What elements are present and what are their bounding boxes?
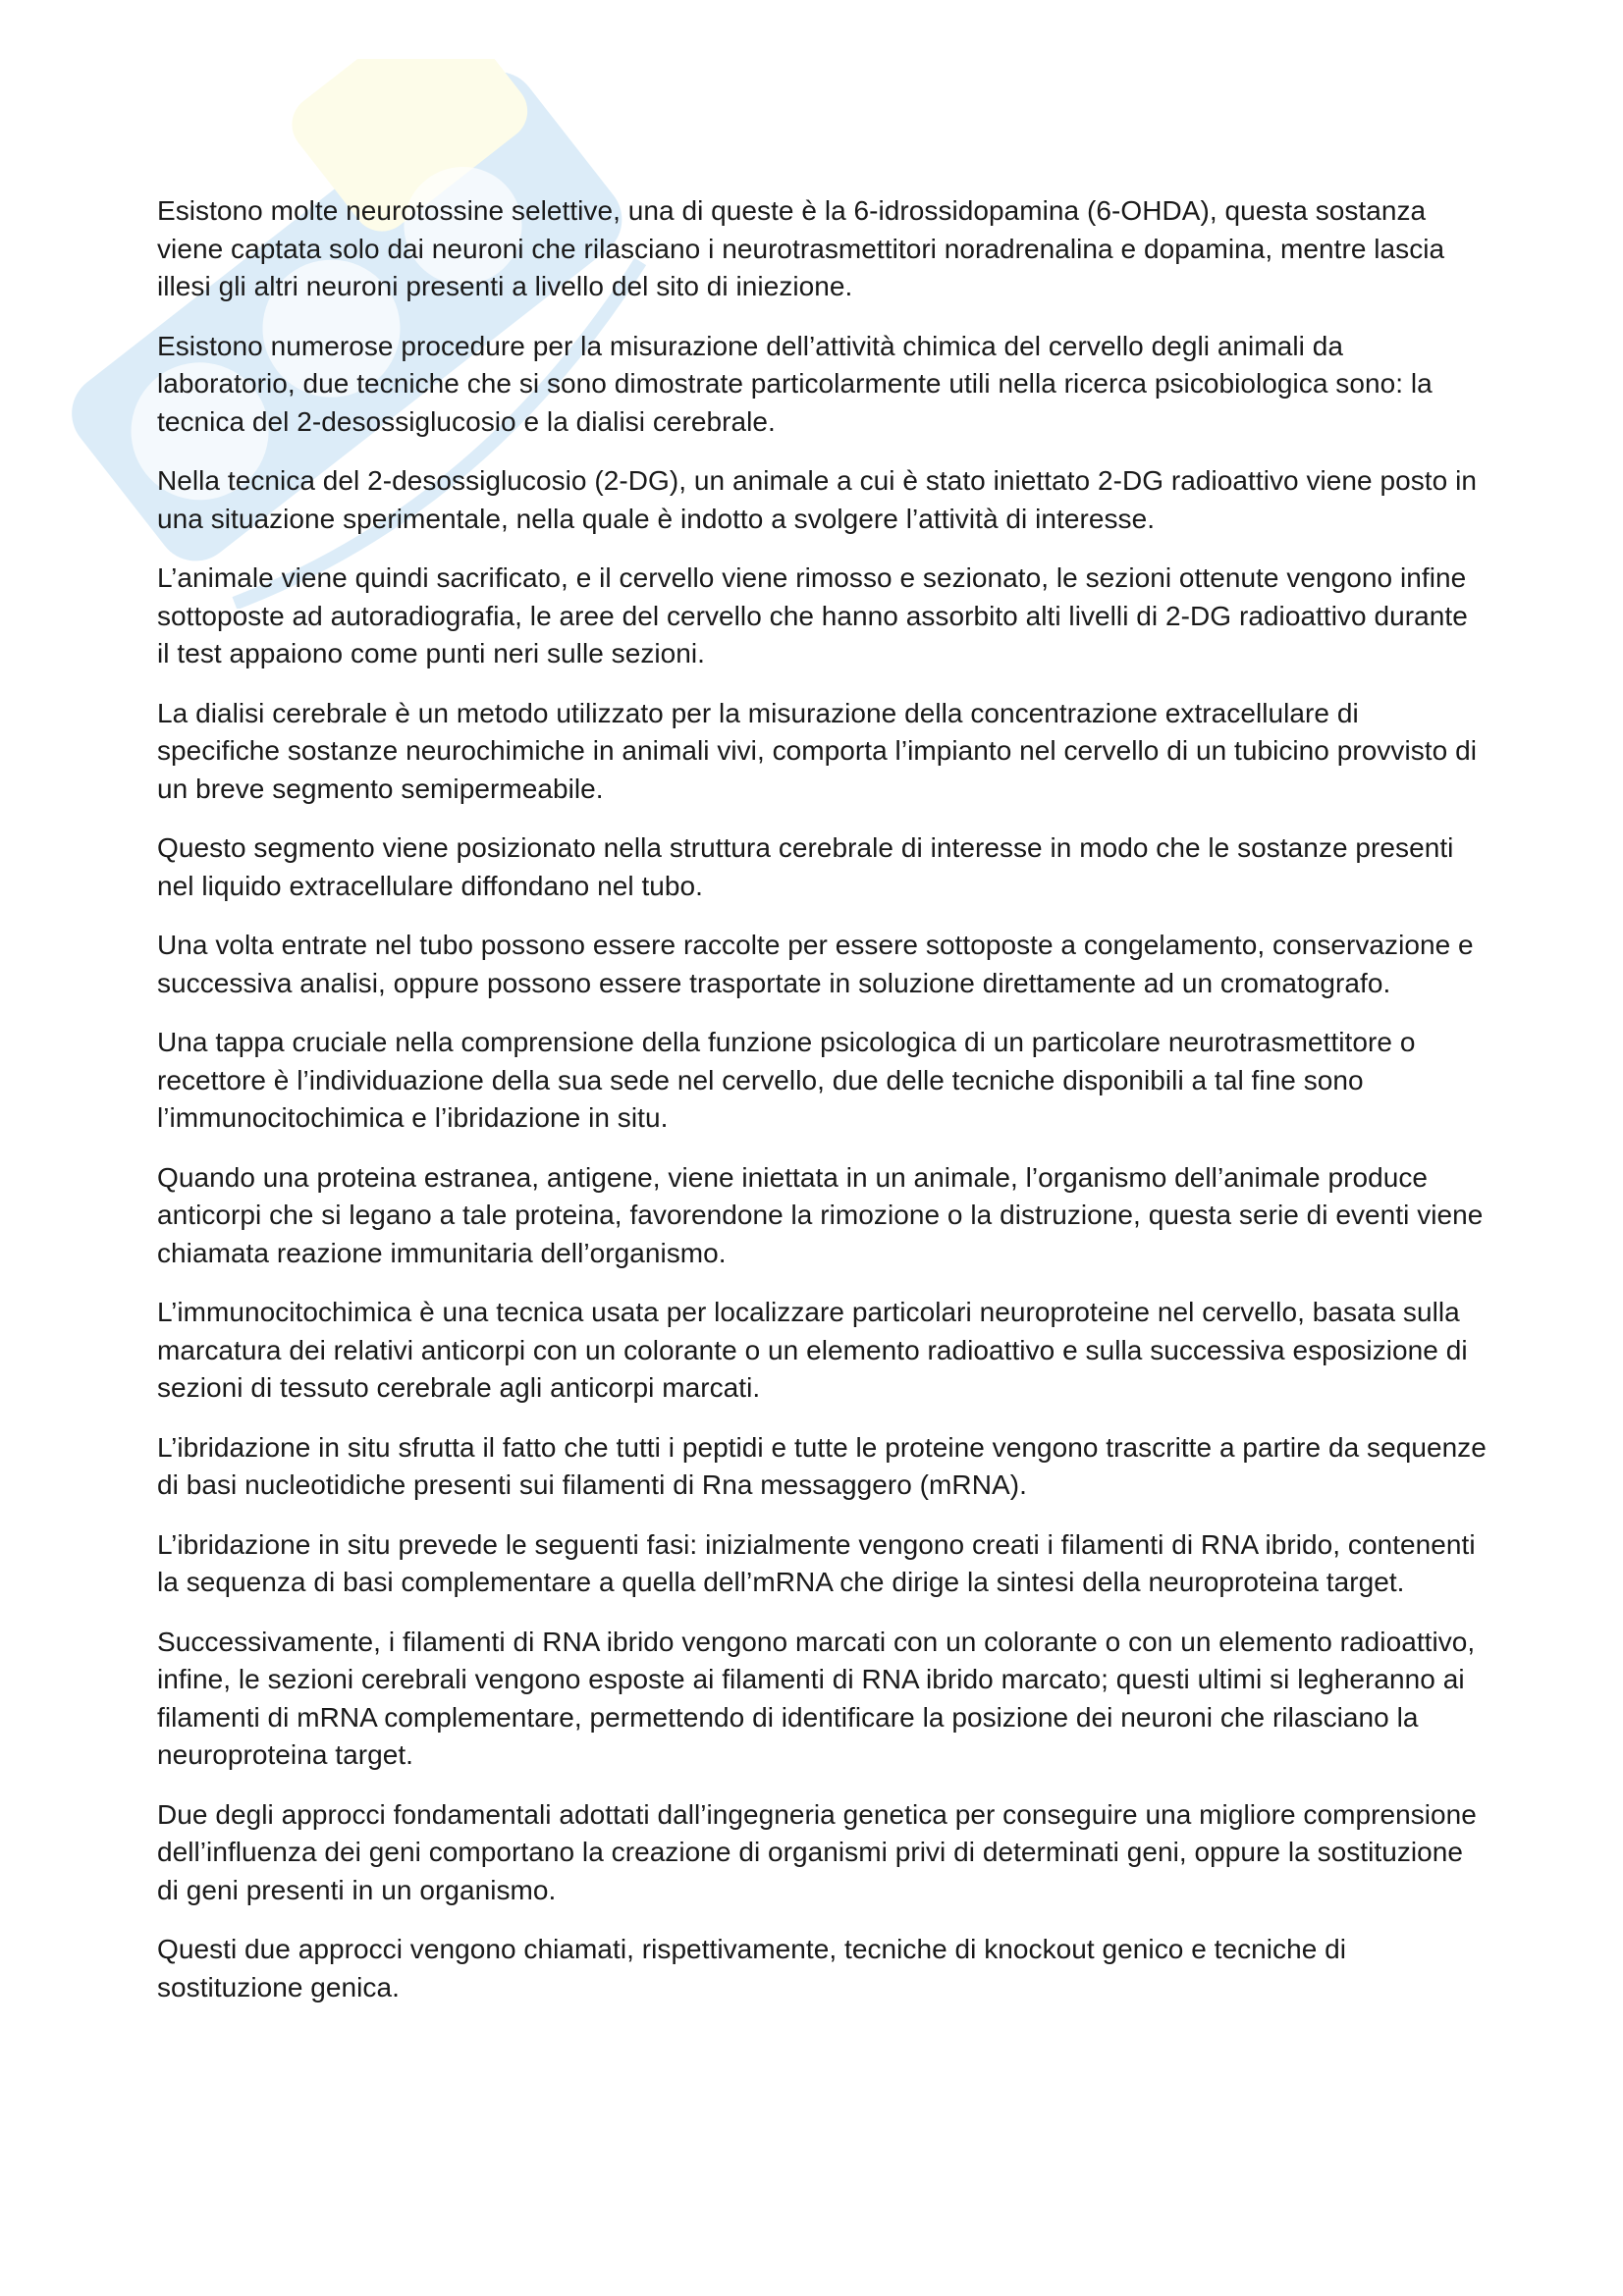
paragraph: Nella tecnica del 2-desossiglucosio (2-DG), un animale a cui è stato iniettato 2-DG radioattivo viene posto in una situazione sperimentale, nella quale è indotto a svolgere l’attività di interesse. xyxy=(157,465,1477,534)
paragraph: Esistono numerose procedure per la misurazione dell’attività chimica del cervello degli animali da laboratorio, due tecniche che si sono dimostrate particolarmente utili nella ricerca psicobiologica sono: la tecnica del 2-desossiglucosio e la dialisi cerebrale. xyxy=(157,330,1433,437)
paragraph: Quando una proteina estranea, antigene, viene iniettata in un animale, l’organismo dell’animale produce anticorpi che si legano a tale proteina, favorendone la rimozione o la distruzione, questa serie di eventi viene chiamata reazione immunitaria dell’organismo. xyxy=(157,1161,1484,1268)
paragraph: L’ibridazione in situ prevede le seguenti fasi: inizialmente vengono creati i filamenti di RNA ibrido, contenenti la sequenza di basi complementare a quella dell’mRNA che dirige la sintesi della neuroproteina target. xyxy=(157,1528,1476,1597)
paragraph: L’immunocitochimica è una tecnica usata per localizzare particolari neuroproteine nel cervello, basata sulla marcatura dei relativi anticorpi con un colorante o un elemento radioattivo e sulla successiva esposizione di sezioni di tessuto cerebrale agli anticorpi marcati. xyxy=(157,1297,1468,1403)
paragraph: Due degli approcci fondamentali adottati dall’ingegneria genetica per conseguire una migliore comprensione dell’influenza dei geni comportano la creazione di organismi privi di determinati geni, oppure la sostituzione di geni presenti in un organismo. xyxy=(157,1798,1477,1905)
paragraph: L’ibridazione in situ sfrutta il fatto che tutti i peptidi e tutte le proteine vengono trascritte a partire da sequenze di basi nucleotidiche presenti sui filamenti di Rna messaggero (mRNA). xyxy=(157,1431,1487,1500)
document-body xyxy=(157,192,1488,2028)
paragraph: Questo segmento viene posizionato nella struttura cerebrale di interesse in modo che le sostanze presenti nel liquido extracellulare diffondano nel tubo. xyxy=(157,832,1454,901)
paragraph: Esistono molte neurotossine selettive, una di queste è la 6-idrossidopamina (6-OHDA), questa sostanza viene captata solo dai neuroni che rilasciano i neurotrasmettitori noradrenalina e dopamina, mentre lascia illesi gli altri neuroni presenti a livello del sito di iniezione. xyxy=(157,195,1445,301)
paragraph: Successivamente, i filamenti di RNA ibrido vengono marcati con un colorante o con un elemento radioattivo, infine, le sezioni cerebrali vengono esposte ai filamenti di RNA ibrido marcato; questi ultimi si legheranno ai filamenti di mRNA complementare, permettendo di identificare la posizione dei neuroni che rilasciano la neuroproteina target. xyxy=(157,1626,1476,1770)
paragraph: L’animale viene quindi sacrificato, e il cervello viene rimosso e sezionato, le sezioni ottenute vengono infine sottoposte ad autoradiografia, le aree del cervello che hanno assorbito alti livelli di 2-DG radioattivo durante il test appaiono come punti neri sulle sezioni. xyxy=(157,562,1468,668)
paragraph: La dialisi cerebrale è un metodo utilizzato per la misurazione della concentrazione extracellulare di specifiche sostanze neurochimiche in animali vivi, comporta l’impianto nel cervello di un tubicino provvisto di un breve segmento semipermeabile. xyxy=(157,697,1477,804)
paragraph: Una tappa cruciale nella comprensione della funzione psicologica di un particolare neurotrasmettitore o recettore è l’individuazione della sua sede nel cervello, due delle tecniche disponibili a tal fine sono l’immunocitochimica e l’ibridazione in situ. xyxy=(157,1027,1416,1133)
paragraph: Questi due approcci vengono chiamati, rispettivamente, tecniche di knockout genico e tecniche di sostituzione genica. xyxy=(157,1934,1347,2002)
paragraph: Una volta entrate nel tubo possono essere raccolte per essere sottoposte a congelamento, conservazione e successiva analisi, oppure possono essere trasportate in soluzione direttamente ad un cromatografo. xyxy=(157,930,1474,998)
